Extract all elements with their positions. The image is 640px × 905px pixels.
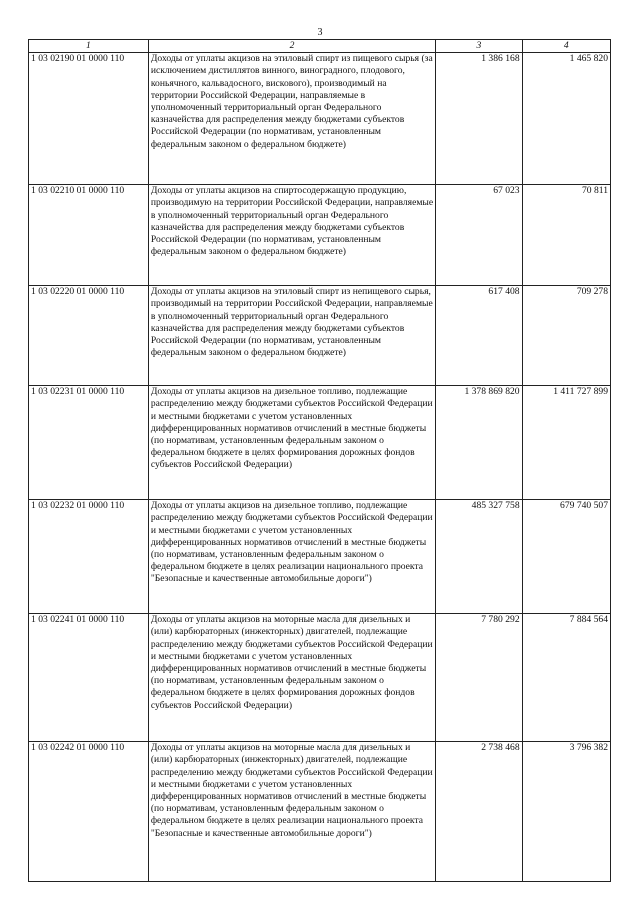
table-row — [29, 185, 611, 286]
row-code: 1 03 02190 01 0000 110 — [29, 53, 149, 185]
header-col-4: 4 — [522, 40, 610, 53]
row-description: Доходы от уплаты акцизов на дизельное топливо, подлежащие распределению между бюджетами субъектов Российской Федерации и местными бюджетами с учетом установленных дифференцированных нормативов отчислений в местные бюджеты (по нормативам, установленным федеральным законом о федеральном бюджете в целях формирования дорожных фондов субъектов Российской Федерации) — [148, 386, 435, 500]
row-code: 1 03 02242 01 0000 110 — [29, 742, 149, 882]
row-code: 1 03 02241 01 0000 110 — [29, 614, 149, 742]
table-row — [29, 742, 611, 882]
row-value-3: 1 378 869 820 — [436, 386, 522, 500]
table-row — [29, 386, 611, 500]
row-description: Доходы от уплаты акцизов на моторные масла для дизельных и (или) карбюраторных (инжекторных) двигателей, подлежащие распределению между бюджетами субъектов Российской Федерации и местными бюджетами с учетом установленных дифференцированных нормативов отчислений в местные бюджеты (по нормативам, установленным федеральным законом о федеральном бюджете в целях реализации национального проекта "Безопасные и качественные автомобильные дороги") — [148, 742, 435, 882]
row-code: 1 03 02210 01 0000 110 — [29, 185, 149, 286]
row-value-3: 2 738 468 — [436, 742, 522, 882]
row-description: Доходы от уплаты акцизов на этиловый спирт из пищевого сырья (за исключением дистиллятов винного, виноградного, плодового, коньячного, кальвадосного, вискового), производимый на территории Российской Федерации, направляемые в уполномоченный территориальный орган Федерального казначейства для распределения между бюджетами субъектов Российской Федерации (по нормативам, установленным федеральным законом о федеральном бюджете) — [148, 53, 435, 185]
revenue-table — [28, 39, 611, 882]
row-description: Доходы от уплаты акцизов на этиловый спирт из непищевого сырья, производимый на территории Российской Федерации, направляемые в уполномоченный территориальный орган Федерального казначейства для распределения между бюджетами субъектов Российской Федерации (по нормативам, установленным федеральным законом о федеральном бюджете) — [148, 286, 435, 386]
page-number: 3 — [317, 27, 323, 38]
row-value-4: 70 811 — [522, 185, 610, 286]
row-code: 1 03 02231 01 0000 110 — [29, 386, 149, 500]
row-value-4: 7 884 564 — [522, 614, 610, 742]
table-header-row — [29, 40, 611, 53]
row-description: Доходы от уплаты акцизов на моторные масла для дизельных и (или) карбюраторных (инжекторных) двигателей, подлежащие распределению между бюджетами субъектов Российской Федерации и местными бюджетами с учетом установленных дифференцированных нормативов отчислений в местные бюджеты (по нормативам, установленным федеральным законом о федеральном бюджете в целях формирования дорожных фондов субъектов Российской Федерации) — [148, 614, 435, 742]
row-value-3: 485 327 758 — [436, 500, 522, 614]
row-value-4: 3 796 382 — [522, 742, 610, 882]
row-value-3: 7 780 292 — [436, 614, 522, 742]
row-value-4: 709 278 — [522, 286, 610, 386]
header-col-3: 3 — [436, 40, 522, 53]
table-row — [29, 53, 611, 185]
row-value-4: 1 465 820 — [522, 53, 610, 185]
table-row — [29, 500, 611, 614]
row-description: Доходы от уплаты акцизов на спиртосодержащую продукцию, производимую на территории Российской Федерации, направляемые в уполномоченный территориальный орган Федерального казначейства для распределения между бюджетами субъектов Российской Федерации (по нормативам, установленным федеральным законом о федеральном бюджете) — [148, 185, 435, 286]
table-row — [29, 614, 611, 742]
row-description: Доходы от уплаты акцизов на дизельное топливо, подлежащие распределению между бюджетами субъектов Российской Федерации и местными бюджетами с учетом установленных дифференцированных нормативов отчислений в местные бюджеты (по нормативам, установленным федеральным законом о федеральном бюджете в целях реализации национального проекта "Безопасные и качественные автомобильные дороги") — [148, 500, 435, 614]
row-code: 1 03 02232 01 0000 110 — [29, 500, 149, 614]
header-col-2: 2 — [148, 40, 435, 53]
header-col-1: 1 — [29, 40, 149, 53]
row-value-3: 617 408 — [436, 286, 522, 386]
row-code: 1 03 02220 01 0000 110 — [29, 286, 149, 386]
row-value-3: 67 023 — [436, 185, 522, 286]
row-value-3: 1 386 168 — [436, 53, 522, 185]
row-value-4: 1 411 727 899 — [522, 386, 610, 500]
row-value-4: 679 740 507 — [522, 500, 610, 614]
table-row — [29, 286, 611, 386]
